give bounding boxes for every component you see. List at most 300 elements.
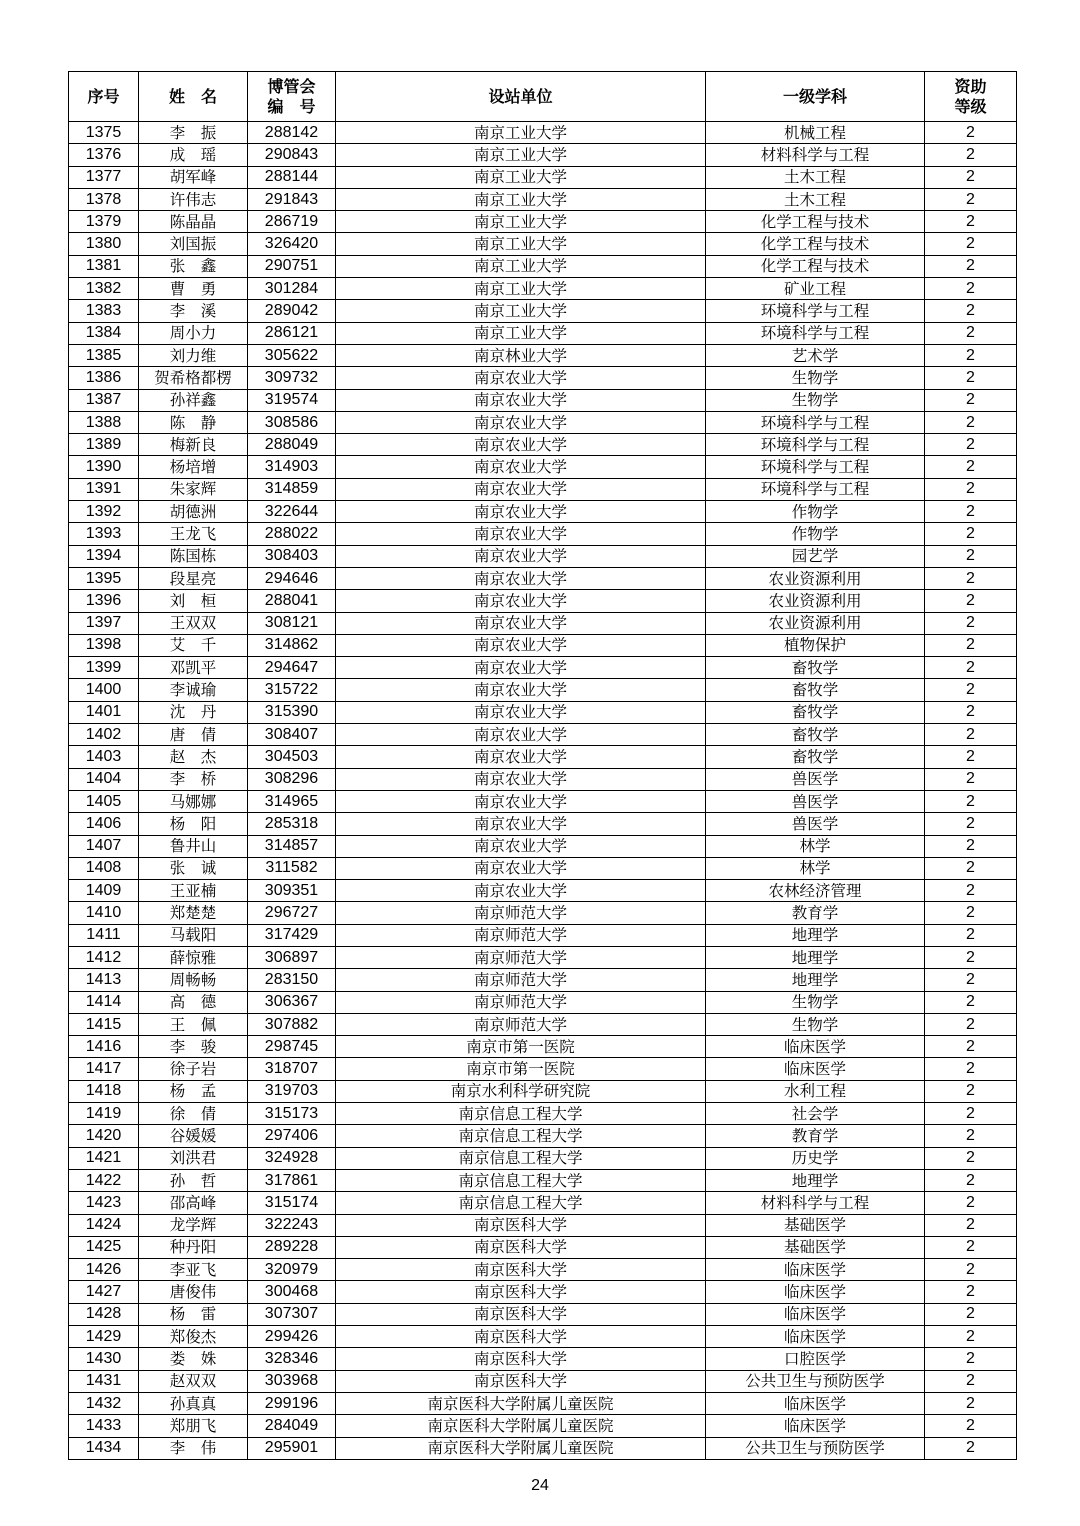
table-row xyxy=(69,612,1017,634)
cell-grade: 2 xyxy=(925,969,1017,991)
cell-name: 刘 桓 xyxy=(139,590,248,612)
cell-id: 322644 xyxy=(248,501,336,523)
cell-grade: 2 xyxy=(925,1437,1017,1459)
header-id-line2: 编 号 xyxy=(267,96,316,116)
cell-seq: 1422 xyxy=(69,1169,139,1191)
cell-unit: 南京医科大学 xyxy=(336,1281,706,1303)
table-row xyxy=(69,1169,1017,1191)
cell-discipline: 公共卫生与预防医学 xyxy=(706,1437,925,1459)
cell-name: 李 溪 xyxy=(139,300,248,322)
header-grade xyxy=(925,72,1017,122)
cell-discipline: 兽医学 xyxy=(706,790,925,812)
cell-name: 李 振 xyxy=(139,122,248,144)
cell-discipline: 化学工程与技术 xyxy=(706,233,925,255)
cell-id: 294646 xyxy=(248,567,336,589)
cell-discipline: 临床医学 xyxy=(706,1058,925,1080)
cell-discipline: 临床医学 xyxy=(706,1036,925,1058)
cell-grade: 2 xyxy=(925,768,1017,790)
cell-id: 288022 xyxy=(248,523,336,545)
cell-discipline: 艺术学 xyxy=(706,344,925,366)
cell-name: 娄 姝 xyxy=(139,1348,248,1370)
table-row xyxy=(69,1392,1017,1414)
cell-unit: 南京信息工程大学 xyxy=(336,1147,706,1169)
cell-id: 289228 xyxy=(248,1236,336,1258)
cell-grade: 2 xyxy=(925,657,1017,679)
cell-id: 308407 xyxy=(248,724,336,746)
cell-grade: 2 xyxy=(925,1370,1017,1392)
cell-seq: 1405 xyxy=(69,790,139,812)
cell-discipline: 基础医学 xyxy=(706,1214,925,1236)
cell-name: 王双双 xyxy=(139,612,248,634)
table-row xyxy=(69,657,1017,679)
cell-id: 298745 xyxy=(248,1036,336,1058)
cell-unit: 南京信息工程大学 xyxy=(336,1192,706,1214)
table-row xyxy=(69,1281,1017,1303)
cell-id: 320979 xyxy=(248,1259,336,1281)
table-row xyxy=(69,857,1017,879)
cell-id: 322243 xyxy=(248,1214,336,1236)
table-row xyxy=(69,1348,1017,1370)
cell-unit: 南京信息工程大学 xyxy=(336,1103,706,1125)
table-row xyxy=(69,1058,1017,1080)
cell-discipline: 植物保护 xyxy=(706,634,925,656)
cell-id: 328346 xyxy=(248,1348,336,1370)
table-row xyxy=(69,255,1017,277)
cell-seq: 1392 xyxy=(69,501,139,523)
table-row xyxy=(69,411,1017,433)
cell-seq: 1417 xyxy=(69,1058,139,1080)
cell-discipline: 口腔医学 xyxy=(706,1348,925,1370)
cell-discipline: 农林经济管理 xyxy=(706,880,925,902)
cell-name: 郑朋飞 xyxy=(139,1415,248,1437)
cell-grade: 2 xyxy=(925,1147,1017,1169)
cell-name: 孙 哲 xyxy=(139,1169,248,1191)
cell-unit: 南京医科大学 xyxy=(336,1348,706,1370)
table-row xyxy=(69,1103,1017,1125)
cell-name: 胡军峰 xyxy=(139,166,248,188)
cell-grade: 2 xyxy=(925,434,1017,456)
cell-seq: 1428 xyxy=(69,1303,139,1325)
cell-grade: 2 xyxy=(925,813,1017,835)
cell-discipline: 地理学 xyxy=(706,1169,925,1191)
cell-name: 鲁井山 xyxy=(139,835,248,857)
cell-name: 李 桥 xyxy=(139,768,248,790)
cell-name: 梅新良 xyxy=(139,434,248,456)
header-seq: 序号 xyxy=(69,72,139,122)
cell-unit: 南京医科大学 xyxy=(336,1259,706,1281)
cell-unit: 南京工业大学 xyxy=(336,144,706,166)
table-header xyxy=(69,72,1017,122)
cell-discipline: 材料科学与工程 xyxy=(706,1192,925,1214)
cell-seq: 1419 xyxy=(69,1103,139,1125)
table-row xyxy=(69,969,1017,991)
cell-id: 290843 xyxy=(248,144,336,166)
cell-id: 288049 xyxy=(248,434,336,456)
cell-name: 王亚楠 xyxy=(139,880,248,902)
cell-grade: 2 xyxy=(925,991,1017,1013)
cell-discipline: 环境科学与工程 xyxy=(706,411,925,433)
cell-id: 288144 xyxy=(248,166,336,188)
cell-unit: 南京农业大学 xyxy=(336,857,706,879)
cell-seq: 1402 xyxy=(69,724,139,746)
header-unit: 设站单位 xyxy=(336,72,706,122)
cell-id: 324928 xyxy=(248,1147,336,1169)
cell-seq: 1404 xyxy=(69,768,139,790)
cell-discipline: 土木工程 xyxy=(706,188,925,210)
cell-grade: 2 xyxy=(925,724,1017,746)
cell-grade: 2 xyxy=(925,122,1017,144)
cell-unit: 南京医科大学 xyxy=(336,1236,706,1258)
table-row xyxy=(69,590,1017,612)
table-row xyxy=(69,946,1017,968)
cell-seq: 1393 xyxy=(69,523,139,545)
cell-discipline: 教育学 xyxy=(706,1125,925,1147)
cell-unit: 南京工业大学 xyxy=(336,233,706,255)
cell-name: 唐俊伟 xyxy=(139,1281,248,1303)
cell-discipline: 畜牧学 xyxy=(706,701,925,723)
cell-unit: 南京工业大学 xyxy=(336,278,706,300)
cell-grade: 2 xyxy=(925,857,1017,879)
cell-name: 刘国振 xyxy=(139,233,248,255)
cell-discipline: 化学工程与技术 xyxy=(706,255,925,277)
cell-seq: 1412 xyxy=(69,946,139,968)
cell-discipline: 兽医学 xyxy=(706,813,925,835)
cell-grade: 2 xyxy=(925,211,1017,233)
cell-grade: 2 xyxy=(925,701,1017,723)
cell-name: 徐 倩 xyxy=(139,1103,248,1125)
cell-grade: 2 xyxy=(925,1036,1017,1058)
cell-name: 杨 阳 xyxy=(139,813,248,835)
cell-id: 289042 xyxy=(248,300,336,322)
cell-id: 319703 xyxy=(248,1080,336,1102)
cell-seq: 1411 xyxy=(69,924,139,946)
cell-id: 288142 xyxy=(248,122,336,144)
cell-grade: 2 xyxy=(925,344,1017,366)
cell-grade: 2 xyxy=(925,456,1017,478)
cell-discipline: 教育学 xyxy=(706,902,925,924)
cell-discipline: 作物学 xyxy=(706,523,925,545)
cell-seq: 1407 xyxy=(69,835,139,857)
cell-seq: 1391 xyxy=(69,478,139,500)
cell-name: 高 德 xyxy=(139,991,248,1013)
table-row xyxy=(69,434,1017,456)
table-row xyxy=(69,924,1017,946)
table-row xyxy=(69,1147,1017,1169)
cell-unit: 南京师范大学 xyxy=(336,991,706,1013)
table-row xyxy=(69,835,1017,857)
cell-discipline: 兽医学 xyxy=(706,768,925,790)
cell-grade: 2 xyxy=(925,1103,1017,1125)
table-row xyxy=(69,478,1017,500)
cell-discipline: 农业资源利用 xyxy=(706,590,925,612)
cell-id: 315390 xyxy=(248,701,336,723)
cell-seq: 1379 xyxy=(69,211,139,233)
cell-discipline: 临床医学 xyxy=(706,1326,925,1348)
cell-unit: 南京农业大学 xyxy=(336,768,706,790)
table-body xyxy=(69,122,1017,1460)
cell-seq: 1403 xyxy=(69,746,139,768)
cell-grade: 2 xyxy=(925,746,1017,768)
cell-name: 周畅畅 xyxy=(139,969,248,991)
table-row xyxy=(69,300,1017,322)
table-row xyxy=(69,991,1017,1013)
cell-seq: 1416 xyxy=(69,1036,139,1058)
cell-unit: 南京信息工程大学 xyxy=(336,1125,706,1147)
cell-id: 314857 xyxy=(248,835,336,857)
header-id-line1: 博管会 xyxy=(267,76,316,96)
cell-seq: 1432 xyxy=(69,1392,139,1414)
cell-seq: 1408 xyxy=(69,857,139,879)
cell-discipline: 农业资源利用 xyxy=(706,612,925,634)
cell-seq: 1420 xyxy=(69,1125,139,1147)
cell-unit: 南京农业大学 xyxy=(336,724,706,746)
table-row xyxy=(69,1236,1017,1258)
cell-seq: 1427 xyxy=(69,1281,139,1303)
cell-discipline: 临床医学 xyxy=(706,1392,925,1414)
cell-unit: 南京农业大学 xyxy=(336,389,706,411)
cell-name: 杨培增 xyxy=(139,456,248,478)
cell-id: 307307 xyxy=(248,1303,336,1325)
cell-name: 谷媛媛 xyxy=(139,1125,248,1147)
cell-seq: 1426 xyxy=(69,1259,139,1281)
cell-unit: 南京农业大学 xyxy=(336,880,706,902)
cell-unit: 南京工业大学 xyxy=(336,166,706,188)
cell-id: 300468 xyxy=(248,1281,336,1303)
cell-grade: 2 xyxy=(925,590,1017,612)
cell-unit: 南京医科大学附属儿童医院 xyxy=(336,1392,706,1414)
table-row xyxy=(69,344,1017,366)
cell-discipline: 水利工程 xyxy=(706,1080,925,1102)
cell-name: 胡德洲 xyxy=(139,501,248,523)
cell-seq: 1431 xyxy=(69,1370,139,1392)
cell-unit: 南京师范大学 xyxy=(336,969,706,991)
table-row xyxy=(69,701,1017,723)
cell-id: 314862 xyxy=(248,634,336,656)
table-row xyxy=(69,233,1017,255)
cell-id: 315173 xyxy=(248,1103,336,1125)
cell-grade: 2 xyxy=(925,1236,1017,1258)
cell-id: 299196 xyxy=(248,1392,336,1414)
funding-table xyxy=(68,71,1017,1460)
cell-discipline: 土木工程 xyxy=(706,166,925,188)
cell-discipline: 材料科学与工程 xyxy=(706,144,925,166)
table-row xyxy=(69,1214,1017,1236)
cell-id: 317429 xyxy=(248,924,336,946)
cell-seq: 1429 xyxy=(69,1326,139,1348)
cell-name: 唐 倩 xyxy=(139,724,248,746)
cell-discipline: 环境科学与工程 xyxy=(706,300,925,322)
cell-id: 318707 xyxy=(248,1058,336,1080)
cell-name: 李 骏 xyxy=(139,1036,248,1058)
cell-seq: 1413 xyxy=(69,969,139,991)
cell-id: 290751 xyxy=(248,255,336,277)
cell-name: 杨 雷 xyxy=(139,1303,248,1325)
cell-grade: 2 xyxy=(925,790,1017,812)
cell-discipline: 地理学 xyxy=(706,946,925,968)
cell-discipline: 生物学 xyxy=(706,991,925,1013)
cell-grade: 2 xyxy=(925,1303,1017,1325)
table-row xyxy=(69,389,1017,411)
cell-grade: 2 xyxy=(925,411,1017,433)
cell-id: 309351 xyxy=(248,880,336,902)
table-row xyxy=(69,278,1017,300)
table-row xyxy=(69,456,1017,478)
cell-grade: 2 xyxy=(925,1058,1017,1080)
table-row xyxy=(69,122,1017,144)
table-row xyxy=(69,188,1017,210)
cell-unit: 南京医科大学附属儿童医院 xyxy=(336,1415,706,1437)
cell-unit: 南京市第一医院 xyxy=(336,1058,706,1080)
cell-discipline: 基础医学 xyxy=(706,1236,925,1258)
cell-seq: 1378 xyxy=(69,188,139,210)
cell-id: 306367 xyxy=(248,991,336,1013)
cell-id: 317861 xyxy=(248,1169,336,1191)
cell-discipline: 生物学 xyxy=(706,1013,925,1035)
cell-id: 315722 xyxy=(248,679,336,701)
cell-id: 304503 xyxy=(248,746,336,768)
cell-grade: 2 xyxy=(925,880,1017,902)
cell-grade: 2 xyxy=(925,924,1017,946)
table-row xyxy=(69,166,1017,188)
cell-seq: 1424 xyxy=(69,1214,139,1236)
cell-grade: 2 xyxy=(925,1415,1017,1437)
cell-seq: 1397 xyxy=(69,612,139,634)
cell-name: 种丹阳 xyxy=(139,1236,248,1258)
cell-grade: 2 xyxy=(925,322,1017,344)
cell-grade: 2 xyxy=(925,1125,1017,1147)
cell-unit: 南京师范大学 xyxy=(336,946,706,968)
cell-unit: 南京市第一医院 xyxy=(336,1036,706,1058)
cell-grade: 2 xyxy=(925,501,1017,523)
header-row xyxy=(69,72,1017,122)
cell-discipline: 环境科学与工程 xyxy=(706,478,925,500)
cell-discipline: 畜牧学 xyxy=(706,724,925,746)
cell-id: 308296 xyxy=(248,768,336,790)
cell-discipline: 环境科学与工程 xyxy=(706,434,925,456)
table-row xyxy=(69,523,1017,545)
cell-grade: 2 xyxy=(925,545,1017,567)
cell-unit: 南京农业大学 xyxy=(336,679,706,701)
cell-unit: 南京工业大学 xyxy=(336,300,706,322)
cell-discipline: 林学 xyxy=(706,857,925,879)
cell-discipline: 作物学 xyxy=(706,501,925,523)
cell-name: 许伟志 xyxy=(139,188,248,210)
cell-grade: 2 xyxy=(925,1214,1017,1236)
cell-name: 李诚瑜 xyxy=(139,679,248,701)
table-row xyxy=(69,1437,1017,1459)
cell-name: 贺希格都楞 xyxy=(139,367,248,389)
cell-grade: 2 xyxy=(925,367,1017,389)
cell-name: 邵高峰 xyxy=(139,1192,248,1214)
cell-discipline: 农业资源利用 xyxy=(706,567,925,589)
cell-discipline: 环境科学与工程 xyxy=(706,322,925,344)
table-row xyxy=(69,1415,1017,1437)
cell-seq: 1418 xyxy=(69,1080,139,1102)
cell-discipline: 畜牧学 xyxy=(706,746,925,768)
table-row xyxy=(69,545,1017,567)
cell-discipline: 园艺学 xyxy=(706,545,925,567)
cell-seq: 1398 xyxy=(69,634,139,656)
cell-unit: 南京农业大学 xyxy=(336,523,706,545)
cell-seq: 1384 xyxy=(69,322,139,344)
cell-id: 286719 xyxy=(248,211,336,233)
cell-grade: 2 xyxy=(925,278,1017,300)
cell-name: 沈 丹 xyxy=(139,701,248,723)
cell-seq: 1406 xyxy=(69,813,139,835)
cell-unit: 南京水利科学研究院 xyxy=(336,1080,706,1102)
cell-name: 郑楚楚 xyxy=(139,902,248,924)
cell-name: 段星亮 xyxy=(139,567,248,589)
cell-id: 296727 xyxy=(248,902,336,924)
cell-seq: 1415 xyxy=(69,1013,139,1035)
table-row xyxy=(69,1192,1017,1214)
cell-discipline: 临床医学 xyxy=(706,1259,925,1281)
table-row xyxy=(69,1036,1017,1058)
cell-unit: 南京农业大学 xyxy=(336,746,706,768)
table-row xyxy=(69,634,1017,656)
cell-id: 294647 xyxy=(248,657,336,679)
cell-unit: 南京医科大学 xyxy=(336,1370,706,1392)
cell-name: 杨 孟 xyxy=(139,1080,248,1102)
cell-name: 李 伟 xyxy=(139,1437,248,1459)
cell-grade: 2 xyxy=(925,144,1017,166)
cell-name: 邓凯平 xyxy=(139,657,248,679)
cell-id: 297406 xyxy=(248,1125,336,1147)
cell-id: 283150 xyxy=(248,969,336,991)
cell-name: 郑俊杰 xyxy=(139,1326,248,1348)
cell-id: 291843 xyxy=(248,188,336,210)
cell-unit: 南京工业大学 xyxy=(336,322,706,344)
cell-unit: 南京师范大学 xyxy=(336,902,706,924)
cell-grade: 2 xyxy=(925,835,1017,857)
table-row xyxy=(69,902,1017,924)
cell-id: 314965 xyxy=(248,790,336,812)
cell-unit: 南京农业大学 xyxy=(336,545,706,567)
cell-grade: 2 xyxy=(925,567,1017,589)
cell-seq: 1387 xyxy=(69,389,139,411)
header-name: 姓 名 xyxy=(139,72,248,122)
cell-id: 308586 xyxy=(248,411,336,433)
cell-seq: 1385 xyxy=(69,344,139,366)
cell-id: 285318 xyxy=(248,813,336,835)
cell-name: 李亚飞 xyxy=(139,1259,248,1281)
cell-discipline: 林学 xyxy=(706,835,925,857)
cell-grade: 2 xyxy=(925,233,1017,255)
cell-seq: 1375 xyxy=(69,122,139,144)
cell-id: 303968 xyxy=(248,1370,336,1392)
cell-grade: 2 xyxy=(925,1326,1017,1348)
table-row xyxy=(69,1370,1017,1392)
cell-discipline: 临床医学 xyxy=(706,1303,925,1325)
cell-discipline: 矿业工程 xyxy=(706,278,925,300)
cell-discipline: 社会学 xyxy=(706,1103,925,1125)
cell-id: 309732 xyxy=(248,367,336,389)
cell-discipline: 临床医学 xyxy=(706,1415,925,1437)
cell-unit: 南京医科大学附属儿童医院 xyxy=(336,1437,706,1459)
cell-unit: 南京医科大学 xyxy=(336,1214,706,1236)
cell-seq: 1414 xyxy=(69,991,139,1013)
cell-seq: 1401 xyxy=(69,701,139,723)
cell-name: 张 鑫 xyxy=(139,255,248,277)
cell-unit: 南京医科大学 xyxy=(336,1303,706,1325)
table-row xyxy=(69,1303,1017,1325)
cell-discipline: 历史学 xyxy=(706,1147,925,1169)
cell-unit: 南京农业大学 xyxy=(336,456,706,478)
cell-seq: 1386 xyxy=(69,367,139,389)
cell-grade: 2 xyxy=(925,389,1017,411)
cell-name: 赵双双 xyxy=(139,1370,248,1392)
cell-seq: 1376 xyxy=(69,144,139,166)
